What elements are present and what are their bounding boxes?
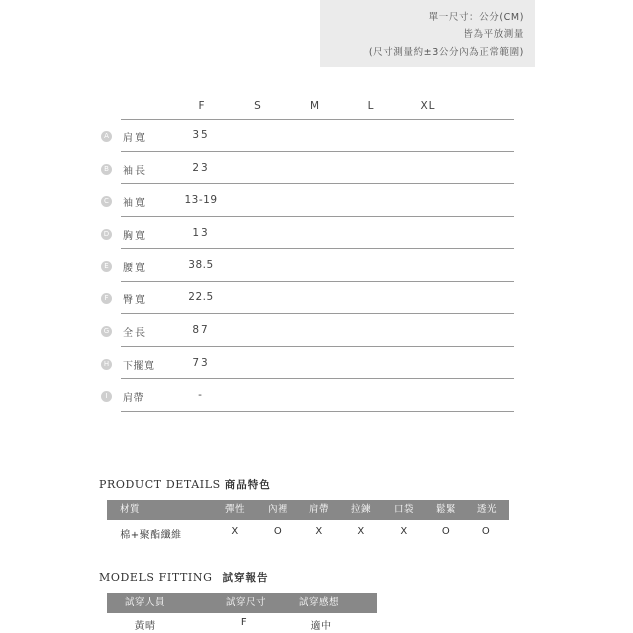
size-header-xl: XL — [420, 100, 436, 112]
row-letter-f: F — [101, 293, 112, 304]
row-value-strap: - — [198, 389, 204, 401]
value-tightness: O — [441, 526, 451, 537]
value-model: 黃晴 — [134, 621, 156, 632]
row-letter-i: I — [101, 391, 112, 402]
table-divider — [121, 411, 514, 412]
value-elasticity: X — [231, 526, 239, 537]
row-label-total-length: 全長 — [123, 328, 147, 339]
header-tightness: 鬆緊 — [435, 504, 457, 515]
table-divider — [121, 151, 514, 152]
row-value-sleeve-width: 13-19 — [184, 194, 218, 206]
product-details-title-en: PRODUCT DETAILS — [99, 478, 221, 491]
size-header-m: M — [309, 100, 321, 112]
table-divider — [121, 378, 514, 379]
header-lining: 內裡 — [267, 504, 289, 515]
header-feedback: 試穿感想 — [298, 597, 340, 608]
product-details-header-bar — [107, 500, 509, 520]
row-label-hip: 臀寬 — [123, 295, 147, 306]
row-label-waist: 腰寬 — [123, 263, 147, 274]
row-value-sleeve-length: 23 — [192, 162, 210, 174]
row-letter-e: E — [101, 261, 112, 272]
header-model: 試穿人員 — [124, 597, 166, 608]
row-label-sleeve-width: 袖寬 — [123, 198, 147, 209]
value-transparency: O — [481, 526, 491, 537]
table-divider — [121, 248, 514, 249]
size-header-f: F — [198, 100, 206, 112]
row-value-waist: 38.5 — [188, 259, 214, 271]
header-transparency: 透光 — [476, 504, 498, 515]
size-header-l: L — [367, 100, 375, 112]
row-letter-g: G — [101, 326, 112, 337]
value-zipper: X — [357, 526, 365, 537]
unit-note-line1: 單一尺寸：公分(CM) — [428, 12, 524, 23]
header-strap: 肩帶 — [308, 504, 330, 515]
value-feedback: 適中 — [310, 621, 332, 632]
models-fitting-title-zh: 試穿報告 — [222, 572, 269, 584]
row-letter-b: B — [101, 164, 112, 175]
row-label-strap: 肩帶 — [123, 393, 144, 404]
value-size-tried: F — [240, 617, 248, 628]
row-label-shoulder: 肩寬 — [123, 133, 147, 144]
row-value-chest: 13 — [192, 227, 210, 239]
row-letter-a: A — [101, 131, 112, 142]
value-pocket: X — [400, 526, 408, 537]
value-lining: O — [273, 526, 283, 537]
table-divider — [121, 281, 514, 282]
unit-note-box — [320, 0, 535, 67]
table-divider — [121, 183, 514, 184]
value-material: 棉+聚酯纖維 — [120, 530, 182, 541]
unit-note-line3: (尺寸測量約±3公分內為正常範圍) — [368, 47, 524, 58]
table-divider — [121, 346, 514, 347]
row-label-hem-width: 下擺寬 — [123, 361, 155, 372]
row-value-hip: 22.5 — [188, 291, 214, 303]
row-value-shoulder: 35 — [192, 129, 210, 141]
unit-note-line2: 皆為平放測量 — [463, 29, 524, 40]
size-header-s: S — [254, 100, 262, 112]
header-zipper: 拉鍊 — [350, 504, 372, 515]
models-fitting-title-en: MODELS FITTING — [99, 571, 213, 584]
value-strap: X — [315, 526, 323, 537]
product-details-title — [99, 477, 271, 492]
row-letter-d: D — [101, 229, 112, 240]
header-size-tried: 試穿尺寸 — [225, 597, 267, 608]
header-pocket: 口袋 — [393, 504, 415, 515]
table-divider — [121, 216, 514, 217]
product-details-title-zh: 商品特色 — [224, 479, 271, 491]
row-letter-c: C — [101, 196, 112, 207]
header-elasticity: 彈性 — [224, 504, 246, 515]
row-label-sleeve-length: 袖長 — [123, 166, 147, 177]
row-value-hem-width: 73 — [192, 357, 210, 369]
row-label-chest: 胸寬 — [123, 231, 147, 242]
models-fitting-title — [99, 570, 268, 585]
table-divider — [121, 119, 514, 120]
models-fitting-header-bar — [107, 593, 377, 613]
header-material: 材質 — [119, 504, 141, 515]
row-letter-h: H — [101, 359, 112, 370]
table-divider — [121, 313, 514, 314]
row-value-total-length: 87 — [192, 324, 210, 336]
